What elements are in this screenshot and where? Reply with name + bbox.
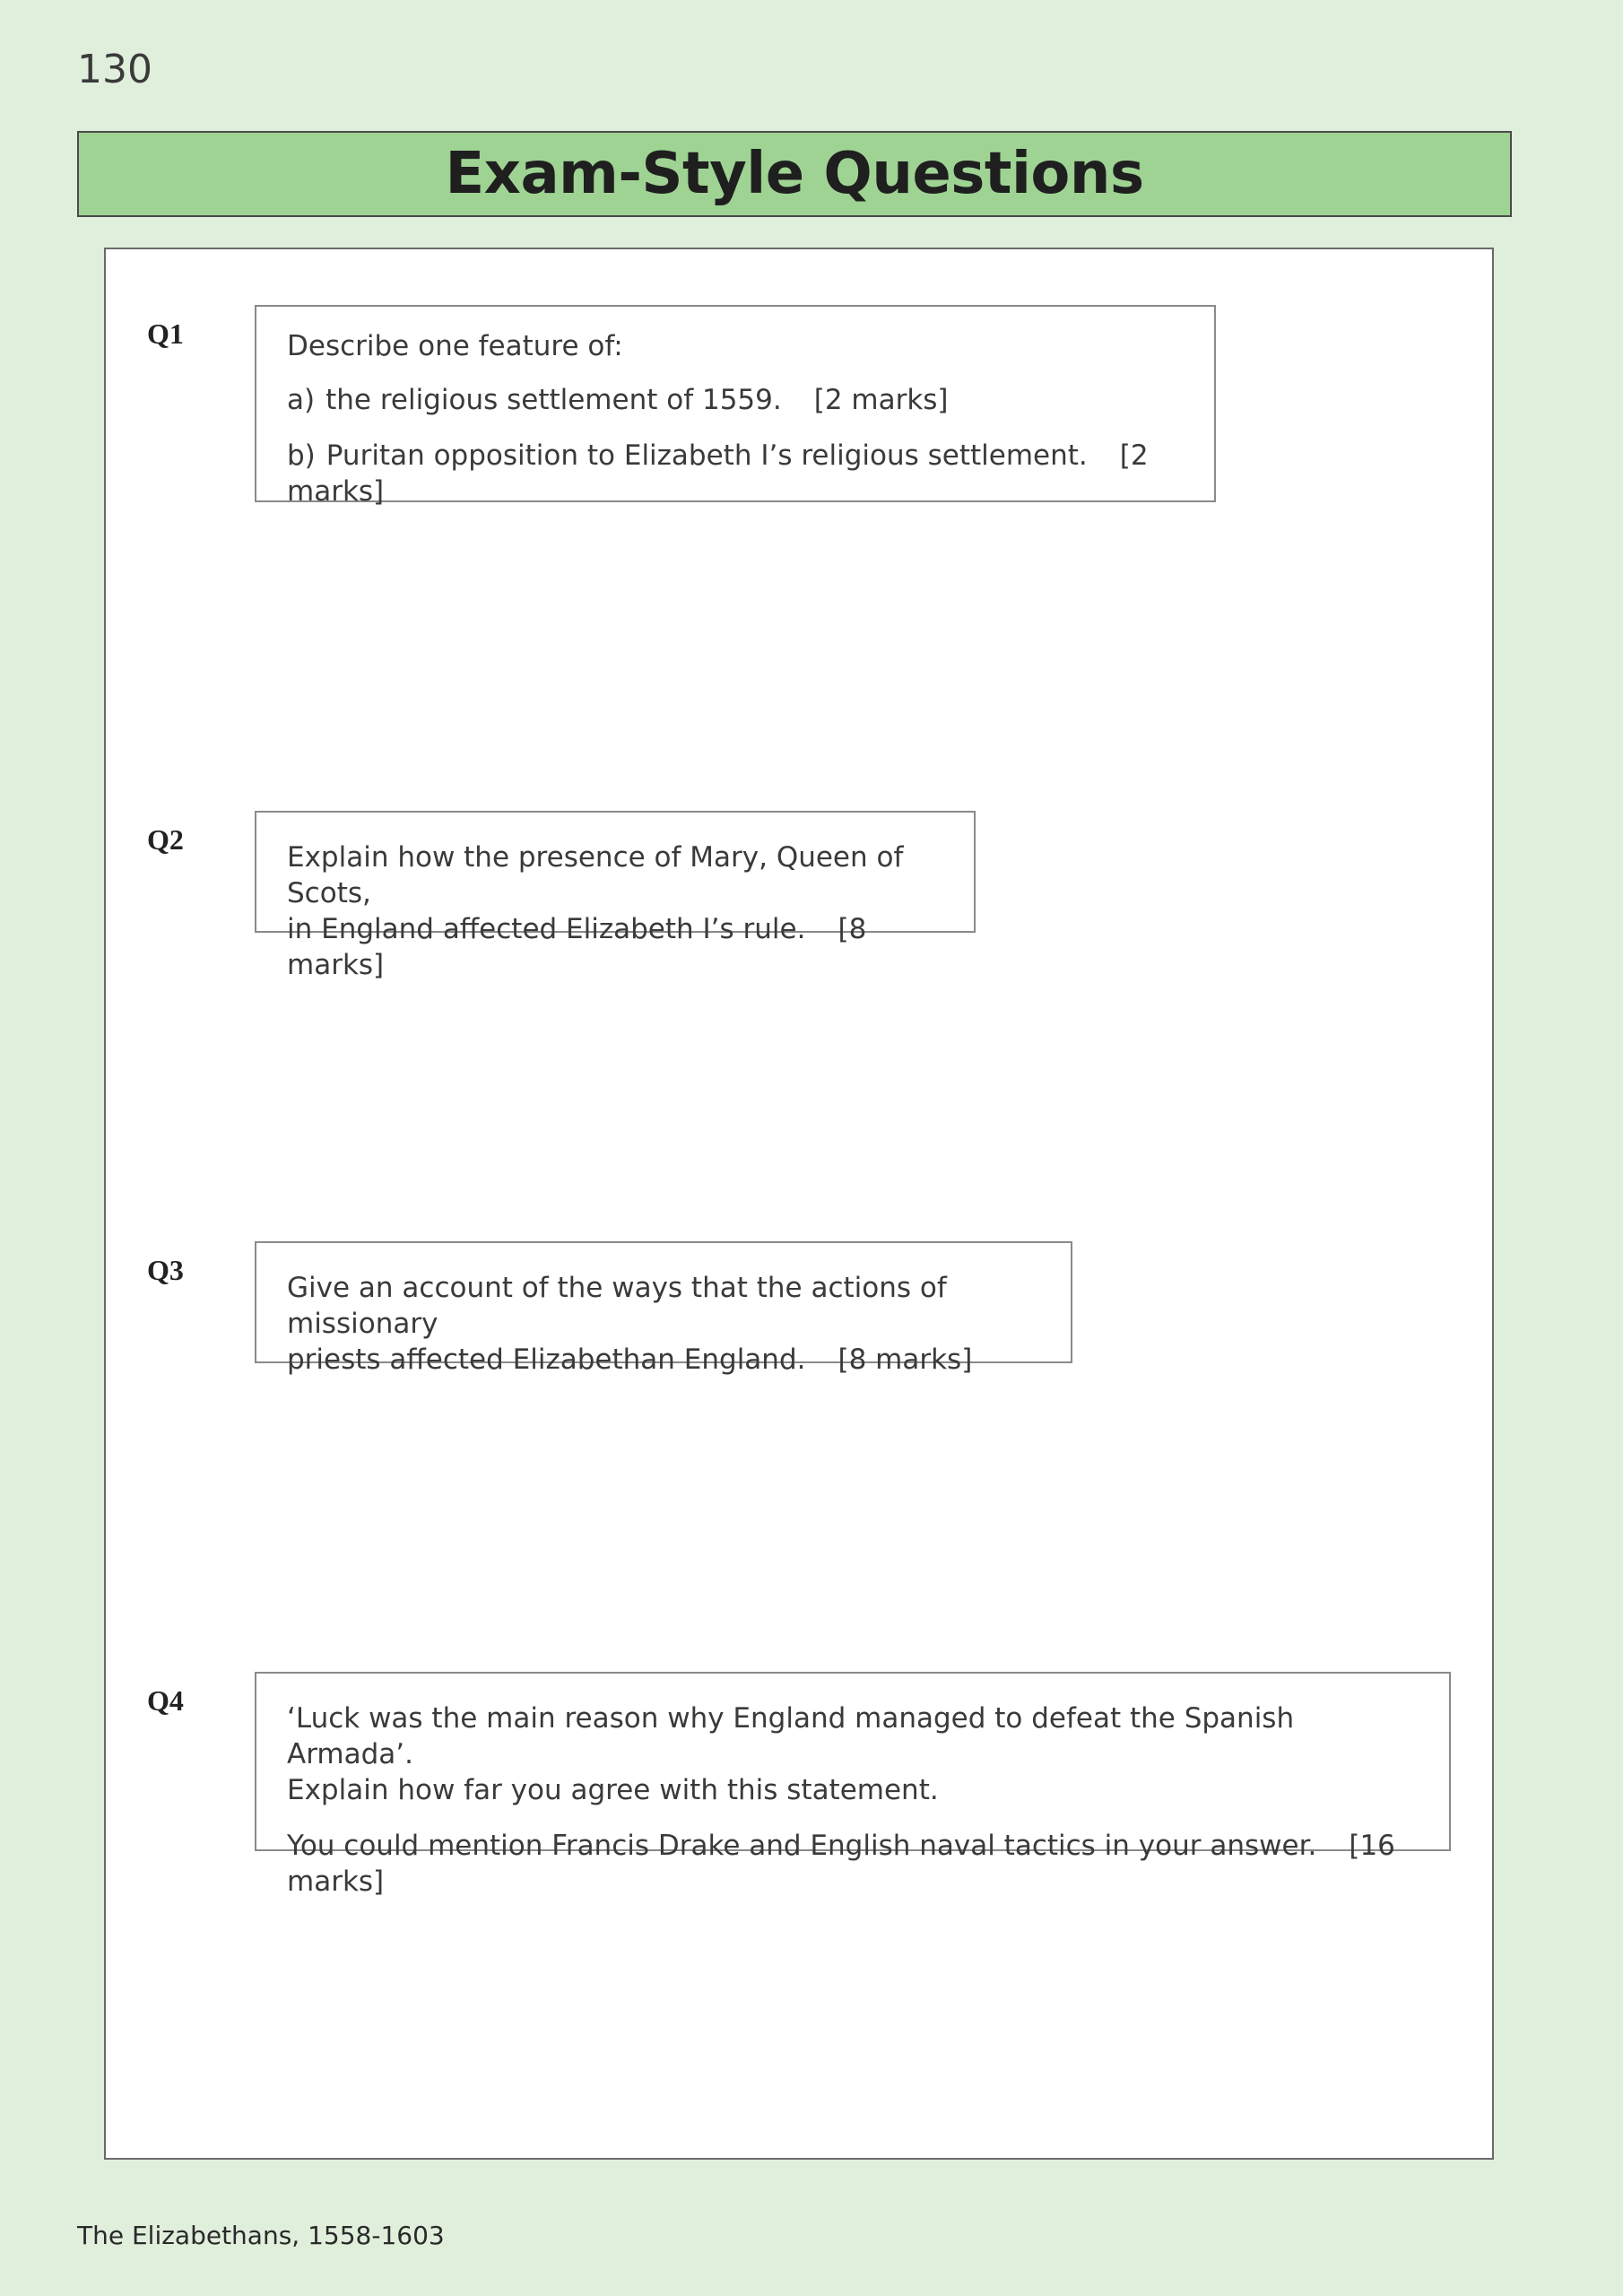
q3-line-2 bbox=[287, 1342, 1040, 1378]
q1-part-b-label: b) bbox=[287, 439, 316, 472]
q3-line-2-text: priests affected Elizabethan England. bbox=[287, 1344, 806, 1376]
q3-line-1: Give an account of the ways that the actions of missionary bbox=[287, 1272, 947, 1340]
question-box-q4 bbox=[255, 1672, 1451, 1898]
footer-book-title: The Elizabethans, 1558-1603 bbox=[77, 2221, 445, 2250]
q1-part-b bbox=[287, 438, 1184, 509]
question-label-q4: Q4 bbox=[147, 1684, 184, 1717]
title-banner bbox=[77, 131, 1512, 217]
question-label-q3: Q3 bbox=[147, 1254, 184, 1286]
q3-marks: [8 marks] bbox=[838, 1344, 973, 1376]
q1-part-a-label: a) bbox=[287, 384, 316, 416]
q4-marks: [16 marks] bbox=[287, 1830, 1395, 1898]
q1-part-a-marks: [2 marks] bbox=[813, 384, 949, 416]
q2-line-1: Explain how the presence of Mary, Queen of Scots, bbox=[287, 841, 904, 909]
question-label-q2: Q2 bbox=[147, 823, 184, 856]
q2-marks: [8 marks] bbox=[287, 913, 867, 981]
question-label-q1: Q1 bbox=[147, 317, 184, 350]
q2-line-2 bbox=[287, 911, 943, 983]
q4-line-1: ‘Luck was the main reason why England managed to defeat the Spanish Armada’. bbox=[287, 1702, 1295, 1770]
page-number: 130 bbox=[77, 47, 152, 92]
q1-part-a bbox=[287, 382, 1184, 418]
q1-part-b-marks: [2 marks] bbox=[287, 439, 1149, 508]
question-box-q1 bbox=[255, 305, 1216, 508]
q1-intro: Describe one feature of: bbox=[287, 330, 623, 362]
question-box-q2 bbox=[255, 811, 976, 981]
q1-part-a-text: the religious settlement of 1559. bbox=[325, 384, 782, 416]
q4-extra bbox=[287, 1828, 1419, 1900]
question-box-q3 bbox=[255, 1241, 1072, 1376]
q2-line-2-text: in England affected Elizabeth I’s rule. bbox=[287, 913, 806, 945]
page-title: Exam-Style Questions bbox=[445, 141, 1144, 207]
q4-extra-text: You could mention Francis Drake and English naval tactics in your answer. bbox=[287, 1830, 1317, 1862]
q1-part-b-text: Puritan opposition to Elizabeth I’s religious settlement. bbox=[325, 439, 1088, 472]
q4-line-2: Explain how far you agree with this statement. bbox=[287, 1774, 939, 1806]
